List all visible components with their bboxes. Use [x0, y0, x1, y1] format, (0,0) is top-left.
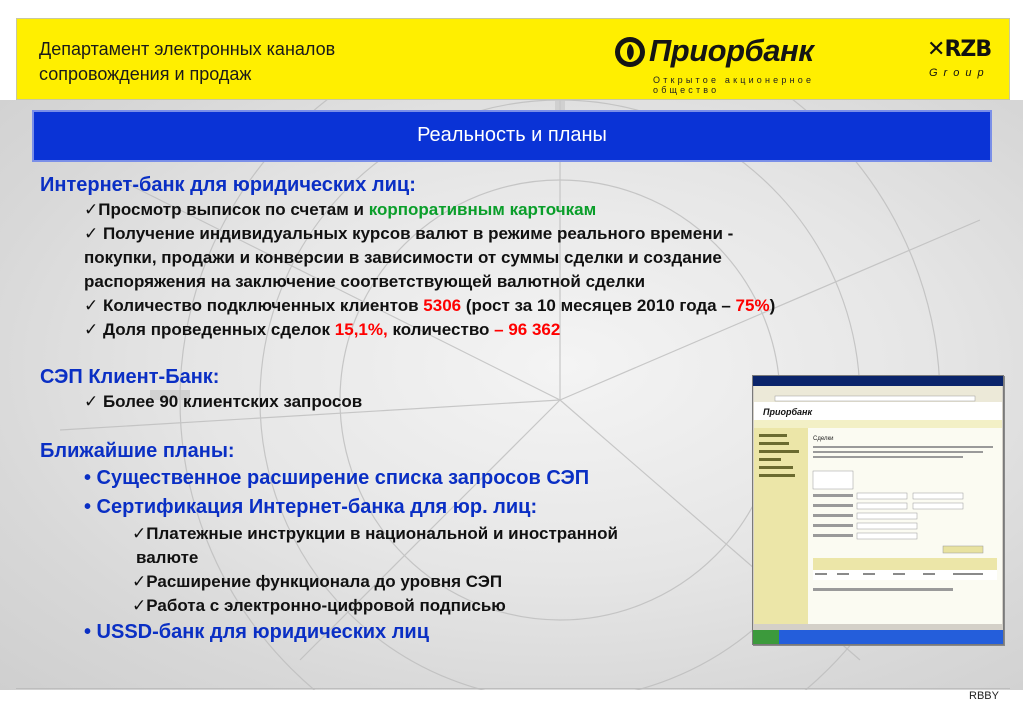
plan-sub-1-line-2: валюте	[136, 548, 199, 567]
bank-name: Приорбанк	[649, 33, 814, 68]
growth-percent: 75%	[735, 296, 770, 315]
cards-highlight: корпоративным карточкам	[368, 200, 597, 219]
section2-item-1: ✓ Более 90 клиентских запросов	[84, 392, 363, 411]
department-title	[39, 37, 335, 87]
screenshot-graphic	[753, 376, 1003, 644]
rzb-mark: ✕RZB	[927, 37, 992, 62]
section1-heading: Интернет-банк для юридических лиц:	[40, 174, 416, 196]
plan-sub-3: ✓Работа с электронно-цифровой подписью	[132, 596, 506, 615]
bank-tagline: Открытое акционерное общество	[653, 75, 815, 95]
plan-bullet-2: • Сертификация Интернет-банка для юр. лиц:	[84, 496, 538, 518]
plan-bullet-1: • Существенное расширение списка запросов СЭП	[84, 467, 590, 489]
header-bar	[16, 18, 1010, 100]
section1-item-2-line-3: распоряжения на заключение соответствующей валютной сделки	[84, 272, 646, 291]
section1-item-1: ✓Просмотр выписок по счетам и корпоративным карточкам	[84, 200, 597, 219]
section2-heading: СЭП Клиент-Банк:	[40, 366, 220, 388]
priorbank-logo	[613, 33, 873, 93]
plan-sub-2: ✓Расширение функционала до уровня СЭП	[132, 572, 503, 591]
deals-share: 15,1%,	[334, 320, 388, 339]
section1-item-4: ✓ Доля проведенных сделок 15,1%, количество – 96 362	[84, 320, 561, 339]
rzb-group-logo	[927, 37, 1007, 93]
department-line-1: Департамент электронных каналов	[39, 39, 336, 59]
title-banner	[32, 110, 992, 162]
footer-code: RBBY	[969, 690, 999, 702]
department-line-2: сопровождения и продаж	[39, 64, 252, 84]
plan-sub-1-line-1: ✓Платежные инструкции в национальной и иностранной	[132, 524, 619, 543]
group-word: Group	[929, 67, 990, 79]
section3-heading: Ближайшие планы:	[40, 440, 235, 462]
clients-count: 5306	[423, 296, 462, 315]
section1-item-3: ✓ Количество подключенных клиентов 5306 (рост за 10 месяцев 2010 года – 75%)	[84, 296, 776, 315]
bank-emblem-icon	[613, 35, 647, 69]
screenshot-page-title: Сделки	[813, 436, 834, 442]
section1-item-2-line-2: покупки, продажи и конверсии в зависимости от суммы сделки и создание	[84, 248, 722, 267]
footer-divider	[16, 688, 1010, 689]
internet-bank-screenshot	[752, 375, 1004, 645]
section1-item-2-line-1: ✓ Получение индивидуальных курсов валют в режиме реального времени -	[84, 224, 734, 243]
plan-bullet-3: • USSD-банк для юридических лиц	[84, 621, 429, 643]
slide-title: Реальность и планы	[417, 124, 607, 146]
app-logo-text: Приорбанк	[763, 407, 813, 417]
deals-count: – 96 362	[494, 320, 561, 339]
